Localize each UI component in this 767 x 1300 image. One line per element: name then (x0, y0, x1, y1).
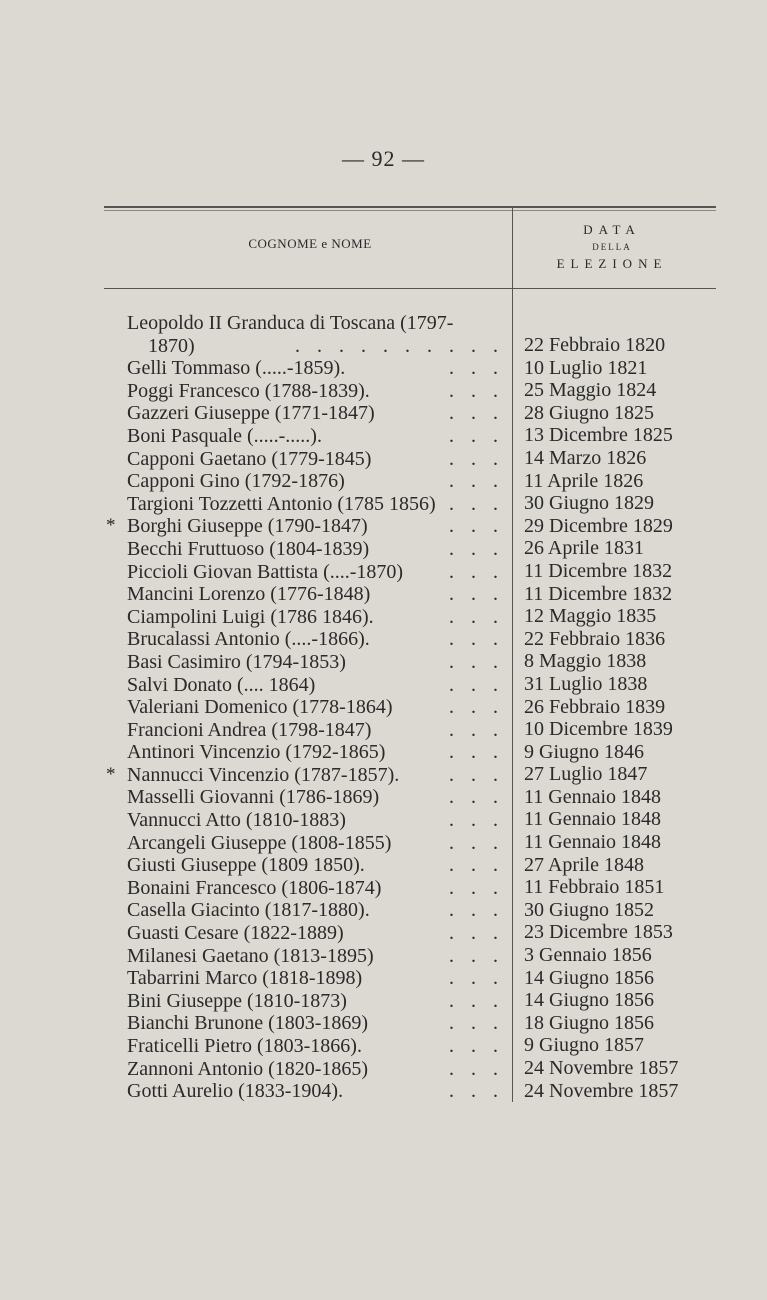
election-date: 30 Giugno 1852 (524, 898, 654, 921)
table-row (100, 583, 510, 606)
member-name: Valeriani Domenico (1778-1864) (127, 696, 393, 719)
table-row (100, 945, 510, 968)
dot-leader: . . . (449, 1080, 504, 1103)
member-name: Becchi Fruttuoso (1804-1839) (127, 537, 370, 560)
table-row (100, 990, 510, 1013)
dates-column (524, 334, 714, 1102)
table-row (100, 922, 510, 945)
election-date: 26 Aprile 1831 (524, 537, 644, 560)
dot-leader: . . . (449, 560, 504, 583)
table-row (100, 628, 510, 651)
header-date-line2: DELLA (592, 242, 632, 252)
column-divider (512, 206, 513, 1102)
page-number: — 92 — (342, 146, 425, 171)
election-date: 3 Gennaio 1856 (524, 944, 652, 967)
first-entry-name-line2-row (100, 335, 510, 358)
first-entry-date: 22 Febbraio 1820 (524, 334, 666, 356)
table-row (100, 493, 510, 516)
election-date: 31 Luglio 1838 (524, 672, 648, 695)
table-row (100, 854, 510, 877)
election-date: 30 Giugno 1829 (524, 492, 654, 515)
dot-leader: . . . (449, 718, 504, 741)
election-date: 26 Febbraio 1839 (524, 695, 666, 718)
dot-leader: . . . (449, 809, 504, 832)
table-row (100, 402, 510, 425)
asterisk-mark: * (106, 515, 116, 537)
member-name: Milanesi Gaetano (1813-1895) (127, 944, 374, 967)
member-name: Bonaini Francesco (1806-1874) (127, 876, 382, 899)
member-name: Francioni Andrea (1798-1847) (127, 718, 372, 741)
member-name: Fraticelli Pietro (1803-1866). (127, 1035, 362, 1057)
member-name: Casella Giacinto (1817-1880). (127, 899, 370, 922)
dot-leader: . . . (449, 967, 504, 990)
election-date: 24 Novembre 1857 (524, 1079, 679, 1102)
table-row (100, 674, 510, 697)
table-row (100, 1035, 510, 1058)
dot-leader: . . . (449, 876, 504, 899)
dot-leader: . . . (449, 424, 504, 447)
election-date: 11 Aprile 1826 (524, 469, 644, 492)
member-name: Gotti Aurelio (1833-1904). (127, 1080, 344, 1103)
table-row (100, 832, 510, 855)
dot-leader: . . . (449, 1012, 504, 1035)
member-name: Bini Giuseppe (1810-1873) (127, 989, 347, 1012)
asterisk-mark: * (106, 763, 116, 785)
election-date: 18 Giugno 1856 (524, 1011, 654, 1034)
first-entry-name-line1: Leopoldo II Granduca di Toscana (1797- (127, 312, 454, 334)
dot-leader: . . . (449, 357, 504, 380)
header-name-column: COGNOME e NOME (248, 236, 372, 251)
member-name: Gelli Tommaso (.....-1859). (127, 357, 346, 380)
election-date: 29 Dicembre 1829 (524, 514, 673, 537)
header-bottom-rule (104, 288, 716, 289)
election-date: 12 Maggio 1835 (524, 605, 657, 628)
election-date: 23 Dicembre 1853 (524, 921, 673, 944)
member-name: Nannucci Vincenzio (1787-1857). (127, 763, 400, 786)
names-column (100, 312, 510, 1103)
member-name: Boni Pasquale (.....-.....). (127, 424, 322, 447)
table-row (100, 809, 510, 832)
election-date: 10 Dicembre 1839 (524, 718, 673, 741)
dot-leader: . . . (449, 854, 504, 877)
election-date: 28 Giugno 1825 (524, 401, 654, 424)
table-row (100, 741, 510, 764)
dot-leader: . . . (449, 515, 504, 538)
member-name: Brucalassi Antonio (....-1866). (127, 628, 370, 651)
table-row (100, 899, 510, 922)
election-date: 11 Gennaio 1848 (524, 785, 662, 808)
election-date: 27 Aprile 1848 (524, 853, 644, 876)
table-row (100, 515, 510, 538)
table-row (100, 425, 510, 448)
table-top-rule-thin (104, 210, 716, 211)
member-name: Giusti Giuseppe (1809 1850). (127, 854, 365, 877)
table-row (100, 1080, 510, 1103)
election-date: 14 Marzo 1826 (524, 446, 647, 469)
dot-leader: . . . (449, 944, 504, 967)
dot-leader: . . . (449, 447, 504, 470)
election-date: 14 Giugno 1856 (524, 989, 654, 1012)
dot-leader: . . . (449, 1035, 504, 1057)
dot-leader: . . . (449, 470, 504, 493)
member-name: Gazzeri Giuseppe (1771-1847) (127, 402, 375, 425)
dot-leader: . . . (449, 379, 504, 402)
table-row (100, 651, 510, 674)
member-name: Basi Casimiro (1794-1853) (127, 650, 346, 673)
dot-leader: . . . . . . . . . . (295, 334, 504, 357)
member-name: Targioni Tozzetti Antonio (1785 1856) (127, 492, 436, 515)
member-name: Poggi Francesco (1788-1839). (127, 379, 370, 402)
table-row (100, 1012, 510, 1035)
table-row (100, 470, 510, 493)
member-name: Tabarrini Marco (1818-1898) (127, 967, 363, 990)
election-date: 27 Luglio 1847 (524, 763, 648, 786)
dot-leader: . . . (449, 989, 504, 1012)
table-row (100, 561, 510, 584)
table-row (100, 606, 510, 629)
dot-leader: . . . (449, 628, 504, 651)
header-date-line3: ELEZIONE (556, 256, 668, 271)
election-date: 22 Febbraio 1836 (524, 627, 666, 650)
dot-leader: . . . (449, 696, 504, 719)
dot-leader: . . . (449, 1057, 504, 1080)
election-date: 14 Giugno 1856 (524, 966, 654, 989)
member-name: Zannoni Antonio (1820-1865) (127, 1057, 369, 1080)
table-row (100, 877, 510, 900)
election-date: 24 Novembre 1857 (524, 1057, 679, 1079)
election-date: 11 Dicembre 1832 (524, 582, 673, 605)
dot-leader: . . . (449, 831, 504, 854)
election-date: 11 Dicembre 1832 (524, 559, 673, 582)
member-name: Antinori Vincenzio (1792-1865) (127, 741, 386, 764)
election-date: 8 Maggio 1838 (524, 650, 647, 673)
member-name: Borghi Giuseppe (1790-1847) (127, 515, 368, 538)
dot-leader: . . . (449, 922, 504, 945)
dot-leader: . . . (449, 583, 504, 606)
table-row (100, 696, 510, 719)
dot-leader: . . . (449, 537, 504, 560)
member-name: Mancini Lorenzo (1776-1848) (127, 583, 371, 606)
election-date: 11 Gennaio 1848 (524, 831, 662, 854)
table-row (100, 1058, 510, 1081)
first-entry-name-line2: 1870) (148, 334, 195, 357)
member-name: Ciampolini Luigi (1786 1846). (127, 605, 374, 628)
election-date: 9 Giugno 1846 (524, 740, 644, 763)
dot-leader: . . . (449, 673, 504, 696)
election-date: 13 Dicembre 1825 (524, 424, 673, 447)
table-row (100, 967, 510, 990)
election-date: 10 Luglio 1821 (524, 356, 648, 379)
election-date: 9 Giugno 1857 (524, 1034, 644, 1057)
election-date: 11 Febbraio 1851 (524, 876, 665, 899)
election-date: 11 Gennaio 1848 (524, 808, 662, 831)
table-row (100, 538, 510, 561)
table-row (100, 719, 510, 742)
member-name: Capponi Gino (1792-1876) (127, 470, 345, 493)
dot-leader: . . . (449, 763, 504, 786)
member-name: Capponi Gaetano (1779-1845) (127, 447, 372, 470)
member-name: Bianchi Brunone (1803-1869) (127, 1012, 369, 1035)
member-name: Arcangeli Giuseppe (1808-1855) (127, 831, 392, 854)
table-row (100, 357, 510, 380)
dot-leader: . . . (449, 899, 504, 922)
table-top-rule (104, 206, 716, 208)
dot-leader: . . . (449, 786, 504, 809)
table-row (100, 380, 510, 403)
table-row (100, 764, 510, 787)
dot-leader: . . . (449, 605, 504, 628)
table-row (100, 786, 510, 809)
election-date: 25 Maggio 1824 (524, 379, 657, 402)
header-date-column (514, 220, 710, 274)
member-name: Piccioli Giovan Battista (....-1870) (127, 560, 404, 583)
member-name: Salvi Donato (.... 1864) (127, 673, 316, 696)
dot-leader: . . . (449, 650, 504, 673)
dot-leader: . . . (449, 402, 504, 425)
member-name: Masselli Giovanni (1786-1869) (127, 786, 380, 809)
table-row (100, 448, 510, 471)
header-date-line1: DATA (583, 222, 641, 237)
dot-leader: . . . (449, 741, 504, 764)
dot-leader: . . . (449, 492, 504, 515)
member-name: Guasti Cesare (1822-1889) (127, 922, 344, 945)
member-name: Vannucci Atto (1810-1883) (127, 809, 346, 832)
